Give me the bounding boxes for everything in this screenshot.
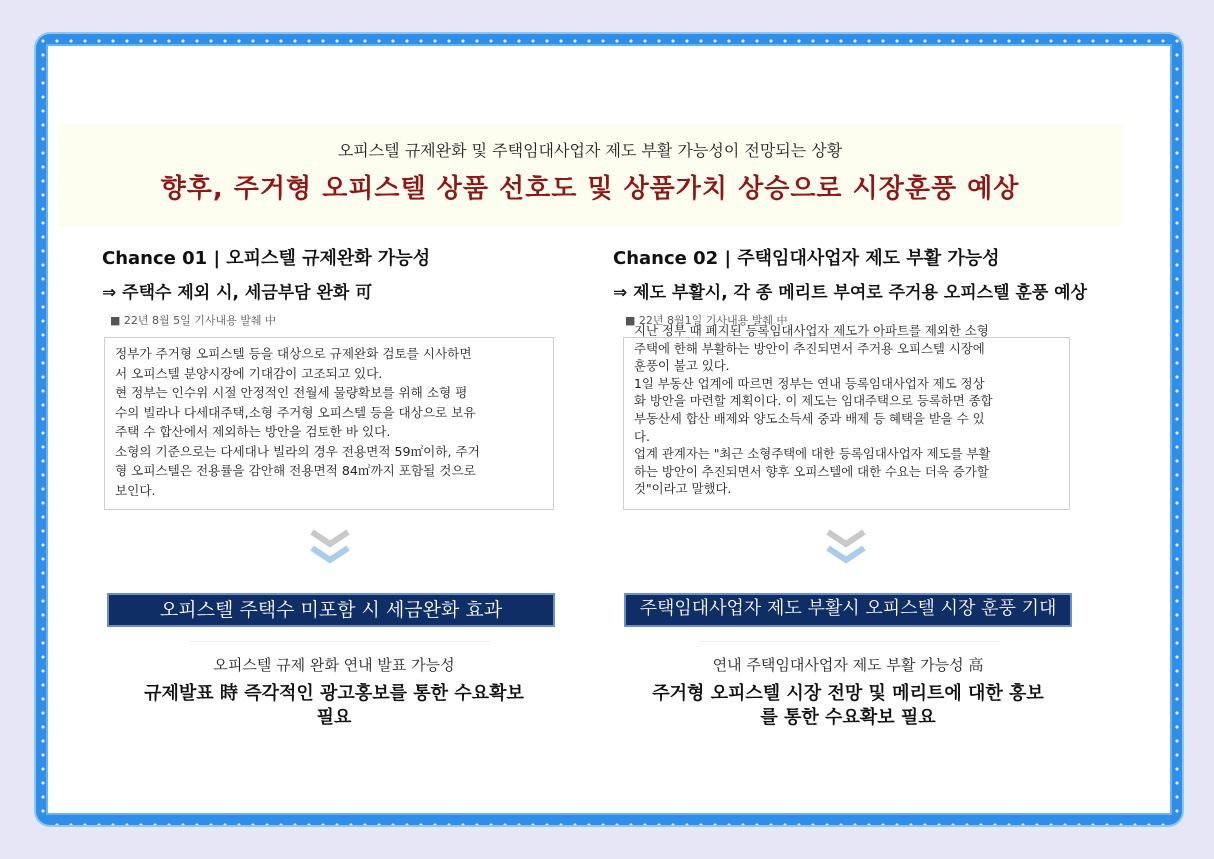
chance-01-conclusion: [104, 682, 564, 730]
chance-01-note: 오피스텔 규제 완화 연내 발표 가능성: [213, 656, 455, 674]
conclusion-line: 규제발표 時 즉각적인 광고홍보를 통한 수요확보: [144, 683, 524, 704]
quote-line: 서 오피스텔 분양시장에 기대감이 고조되고 있다.: [115, 365, 383, 381]
chance-02-title: Chance 02 | 주택임대사업자 제도 부활 가능성: [613, 248, 1000, 269]
quote-line: 훈풍이 불고 있다.: [634, 358, 730, 374]
chevron-down-icon: [824, 528, 868, 568]
quote-line: 주택 수 합산에서 제외하는 방안을 검토한 바 있다.: [115, 424, 391, 439]
chance-01-subtitle: ⇒ 주택수 제외 시, 세금부담 완화 可: [102, 283, 373, 303]
quote-line: 다.: [634, 428, 650, 444]
quote-line: 화 방안을 마련할 계획이다. 이 제도는 임대주택으로 등록하면 종합: [634, 393, 993, 409]
conclusion-line: 를 통한 수요확보 필요: [760, 707, 936, 728]
quote-line: 지난 정부 때 폐지된 등록임대사업자 제도가 아파트를 제외한 소형: [634, 323, 989, 338]
chance-02-result: 주택임대사업자 제도 부활시 오피스텔 시장 훈풍 기대: [624, 593, 1072, 627]
quote-line: 것"이라고 말했다.: [634, 481, 732, 497]
chance-01-title: Chance 01 | 오피스텔 규제완화 가능성: [102, 248, 431, 269]
quote-line: 부동산세 합산 배제와 양도소득세 중과 배제 등 혜택을 받을 수 있: [634, 410, 985, 426]
quote-line: 하는 방안이 추진되면서 향후 오피스텔에 대한 수요는 더욱 증가할: [634, 463, 989, 479]
chance-02-source: ■ 22년 8월1일 기사내용 발췌 中: [625, 314, 788, 327]
divider: [190, 641, 490, 642]
chance-01-quote: [104, 337, 554, 510]
chance-02-subtitle: ⇒ 제도 부활시, 각 종 메리트 부여로 주거용 오피스텔 훈풍 예상: [613, 283, 1088, 303]
quote-line: 소형의 기준으로는 다세대나 빌라의 경우 전용면적 59㎡이하, 주거: [115, 443, 480, 459]
summary-banner: [58, 124, 1122, 226]
chance-02-quote: [623, 323, 1070, 510]
banner-subtitle: 오피스텔 규제완화 및 주택임대사업자 제도 부활 가능성이 전망되는 상황: [337, 141, 843, 160]
conclusion-line: 필요: [316, 707, 352, 728]
chance-02-note: 연내 주택임대사업자 제도 부활 가능성 高: [712, 656, 984, 674]
quote-line: 수의 빌라나 다세대주택,소형 주거형 오피스텔 등을 대상으로 보유: [115, 404, 476, 420]
quote-line: 현 정부는 인수위 시절 안정적인 전월세 물량확보를 위해 소형 평: [115, 385, 468, 400]
chance-01-header: [102, 244, 562, 303]
divider: [700, 641, 1000, 642]
quote-line: 업계 관계자는 "최근 소형주택에 대한 등록임대사업자 제도를 부활: [634, 446, 991, 462]
chance-02-header: [613, 244, 1133, 303]
chance-01-source: ■ 22년 8월 5일 기사내용 발췌 中: [110, 314, 276, 327]
quote-line: 1일 부동산 업계에 따르면 정부는 연내 등록임대사업자 제도 정상: [634, 375, 985, 391]
chevron-down-icon: [308, 528, 352, 568]
chance-02-conclusion: [608, 682, 1088, 730]
quote-line: 형 오피스텔은 전용률을 감안해 전용면적 84㎡까지 포함될 것으로: [115, 463, 476, 478]
banner-headline: 향후, 주거형 오피스텔 상품 선호도 및 상품가치 상승으로 시장훈풍 예상: [160, 174, 1020, 204]
conclusion-line: 주거형 오피스텔 시장 전망 및 메리트에 대한 홍보: [652, 683, 1044, 704]
quote-line: 보인다.: [115, 482, 156, 498]
chance-01-result: 오피스텔 주택수 미포함 시 세금완화 효과: [107, 593, 555, 627]
quote-line: 정부가 주거형 오피스텔 등을 대상으로 규제완화 검토를 시사하면: [115, 346, 472, 361]
quote-line: 주택에 한해 부활하는 방안이 추진되면서 주거용 오피스텔 시장에: [634, 340, 985, 356]
